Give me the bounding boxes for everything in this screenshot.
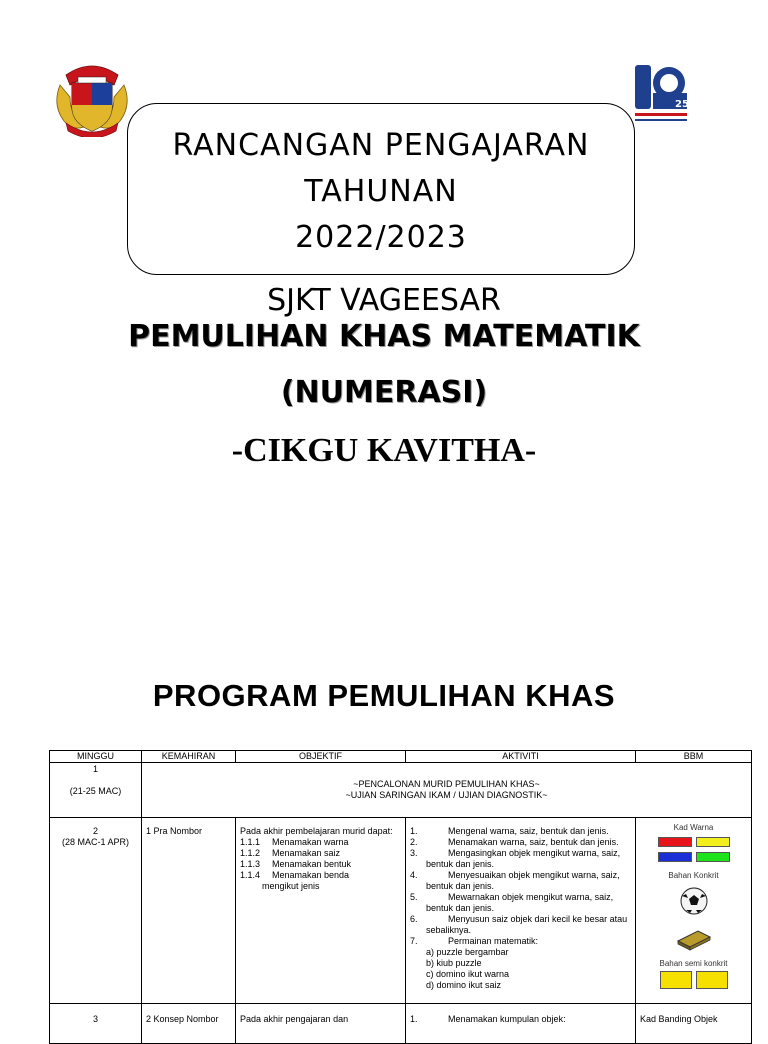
sub-activity: b) kiub puzzle: [426, 958, 482, 968]
sub-activity: d) domino ikut saiz: [426, 980, 502, 990]
activity-item: [410, 914, 631, 936]
activity-num: 3.: [410, 848, 418, 858]
program-title: PROGRAM PEMULIHAN KHAS: [152, 678, 616, 713]
activity-text: Mengenal warna, saiz, bentuk dan jenis.: [448, 826, 609, 836]
swatch-green: [696, 852, 730, 862]
week-dates: (21-25 MAC): [69, 786, 122, 796]
objective-cell: [236, 818, 406, 1004]
title-line-2: TAHUNAN: [304, 174, 458, 209]
table-row: [50, 763, 752, 818]
week-dates: (28 MAC-1 APR): [61, 837, 130, 847]
activity-num: 6.: [410, 914, 418, 924]
activity-num: 1.: [410, 826, 418, 836]
lesson-plan-table: [49, 750, 752, 1044]
merged-note-line-1: ~PENCALONAN MURID PEMULIHAN KHAS~: [353, 779, 540, 789]
objective-num: 1.1.3: [240, 859, 261, 869]
week-number: 2: [92, 826, 98, 836]
title-line-1: RANCANGAN PENGAJARAN: [172, 128, 590, 163]
activity-text: Mengasingkan objek mengikut warna, saiz, bentuk dan jenis.: [426, 848, 621, 869]
teacher-name: -CIKGU KAVITHA-: [231, 432, 537, 469]
activity-num: 7.: [410, 936, 418, 946]
bbm-card-label: Kad Warna: [673, 823, 714, 832]
merged-note-line-2: ~UJIAN SARINGAN IKAM / UJIAN DIAGNOSTIK~: [345, 790, 548, 800]
merged-note-cell: [142, 763, 752, 818]
semi-concrete-chips: [640, 969, 747, 994]
bbm-semi-label: Bahan semi konkrit: [659, 959, 728, 968]
school-name: SJKT VAGEESAR: [267, 283, 501, 318]
objective-intro: Pada akhir pengajaran dan: [240, 1014, 349, 1024]
activity-text: Mewarnakan objek mengikut warna, saiz, bentuk dan jenis.: [426, 892, 614, 913]
week-number: 3: [92, 1014, 98, 1024]
skill-text: 2 Konsep Nombor: [146, 1014, 219, 1024]
objective-item: [240, 859, 401, 870]
swatch-yellow: [696, 837, 730, 847]
table-row: [50, 818, 752, 1004]
objective-item: [240, 848, 401, 859]
swatch-blue: [658, 852, 692, 862]
objective-text: Menamakan benda: [272, 870, 350, 880]
header-kemahiran: KEMAHIRAN: [142, 751, 236, 763]
activity-text: Menyusun saiz objek dari kecil ke besar atau sebaliknya.: [426, 914, 628, 935]
sub-activity: c) domino ikut warna: [426, 969, 510, 979]
table-header-row: [50, 751, 752, 763]
skill-cell: [142, 818, 236, 1004]
header-minggu: MINGGU: [50, 751, 142, 763]
sub-activity: a) puzzle bergambar: [426, 947, 509, 957]
week-number: 1: [92, 764, 98, 774]
title-box: [127, 103, 635, 275]
activity-text: Menyesuaikan objek mengikut warna, saiz, bentuk dan jenis.: [426, 870, 620, 891]
color-swatches: [640, 836, 747, 866]
activity-num: 1.: [410, 1014, 418, 1024]
activity-item: [410, 837, 631, 848]
rooster-card-icon: [660, 971, 692, 989]
objective-num: 1.1.2: [240, 848, 261, 858]
objective-num: 1.1.1: [240, 837, 261, 847]
header-bbm: BBM: [636, 751, 752, 763]
title-line-3: 2022/2023: [295, 220, 467, 255]
institute-25-icon: [633, 63, 689, 125]
swatch-red: [658, 837, 692, 847]
objective-item: [240, 837, 401, 848]
skill-text: 1 Pra Nombor: [146, 826, 203, 836]
football-icon: [674, 886, 714, 916]
activity-num: 4.: [410, 870, 418, 880]
activity-num: 5.: [410, 892, 418, 902]
week-cell: [50, 763, 142, 818]
activity-item: [410, 826, 631, 837]
activity-item: [410, 870, 631, 892]
activity-text: Permainan matematik:: [448, 936, 539, 946]
bbm-concrete-label: Bahan Konkrit: [668, 871, 719, 880]
subject-subtitle: (NUMERASI): [280, 375, 488, 410]
week-cell: [50, 818, 142, 1004]
activity-item: [410, 936, 631, 947]
objective-text: Menamakan warna: [272, 837, 349, 847]
activity-item: [410, 892, 631, 914]
svg-text:25: 25: [675, 99, 689, 110]
objective-text: Menamakan bentuk: [272, 859, 352, 869]
objective-intro: Pada akhir pembelajaran murid dapat:: [240, 826, 393, 836]
rooster-card-icon: [696, 971, 728, 989]
activity-cell: [406, 818, 636, 1004]
objective-text: Menamakan saiz: [272, 848, 341, 858]
objective-item: [240, 870, 401, 881]
activity-item: [410, 1014, 631, 1025]
objective-continuation: mengikut jenis: [262, 881, 320, 891]
activity-item: [410, 848, 631, 870]
activity-text: Menamakan kumpulan objek:: [448, 1014, 566, 1024]
activity-text: Menamakan warna, saiz, bentuk dan jenis.: [448, 837, 619, 847]
book-icon: [674, 925, 714, 951]
subject-title: PEMULIHAN KHAS MATEMATIK: [128, 319, 640, 354]
bbm-text: Kad Banding Objek: [640, 1014, 718, 1024]
activity-num: 2.: [410, 837, 418, 847]
school-crest-icon: [52, 55, 132, 137]
header-aktiviti: AKTIVITI: [406, 751, 636, 763]
header-objektif: OBJEKTIF: [236, 751, 406, 763]
bbm-cell: [636, 818, 752, 1004]
objective-num: 1.1.4: [240, 870, 261, 880]
